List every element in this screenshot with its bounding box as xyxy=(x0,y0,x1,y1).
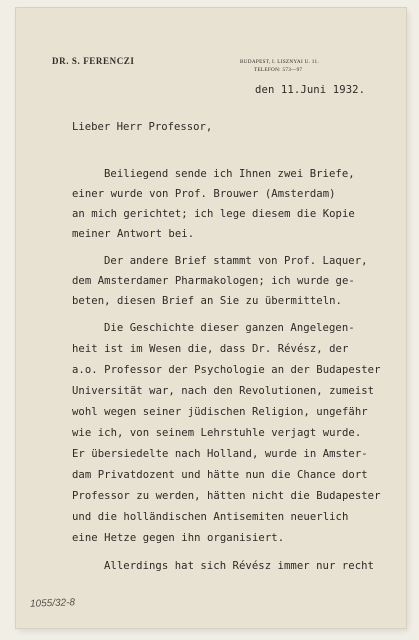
letterhead-address: BUDAPEST, I. LISZNYAI U. 11. xyxy=(240,59,320,65)
body-line: Die Geschichte dieser ganzen Angelegen- xyxy=(104,322,355,334)
salutation: Lieber Herr Professor, xyxy=(72,121,213,133)
body-line: an mich gerichtet; ich lege diesem die Kopie xyxy=(72,208,355,220)
body-line: meiner Antwort bei. xyxy=(72,228,195,240)
body-line: und die holländischen Antisemiten neuerlich xyxy=(72,511,349,523)
body-line: Professor zu werden, hätten nicht die Budapester xyxy=(72,490,381,502)
body-line: Beiliegend sende ich Ihnen zwei Briefe, xyxy=(104,168,355,180)
body-line: wohl wegen seiner jüdischen Religion, ungefähr xyxy=(72,406,368,418)
body-line: einer wurde von Prof. Brouwer (Amsterdam) xyxy=(72,188,336,200)
body-line: dam Privatdozent und hätte nun die Chance dort xyxy=(72,469,368,481)
body-line: eine Hetze gegen ihn organisiert. xyxy=(72,532,285,544)
body-line: a.o. Professor der Psychologie an der Budapester xyxy=(72,364,381,376)
archive-note: 1055/32-8 xyxy=(29,597,76,610)
body-line: beten, diesen Brief an Sie zu übermitteln. xyxy=(72,295,342,307)
letter-date: den 11.Juni 1932. xyxy=(255,84,366,96)
body-line: Universität war, nach den Revolutionen, zumeist xyxy=(72,385,375,397)
body-line: Der andere Brief stammt von Prof. Laquer, xyxy=(104,255,368,267)
letterhead-name: DR. S. FERENCZI xyxy=(52,56,135,66)
letterhead-phone: TELEFON: 573—97 xyxy=(254,67,303,73)
body-line: Er übersiedelte nach Holland, wurde in Amster- xyxy=(72,448,368,460)
body-line: dem Amsterdamer Pharmakologen; ich wurde ge- xyxy=(72,275,355,287)
body-line: Allerdings hat sich Révész immer nur recht xyxy=(104,560,374,572)
body-line: heit ist im Wesen die, dass Dr. Révész, der xyxy=(72,343,349,355)
body-line: wie ich, von seinem Lehrstuhle verjagt wurde. xyxy=(72,427,362,439)
